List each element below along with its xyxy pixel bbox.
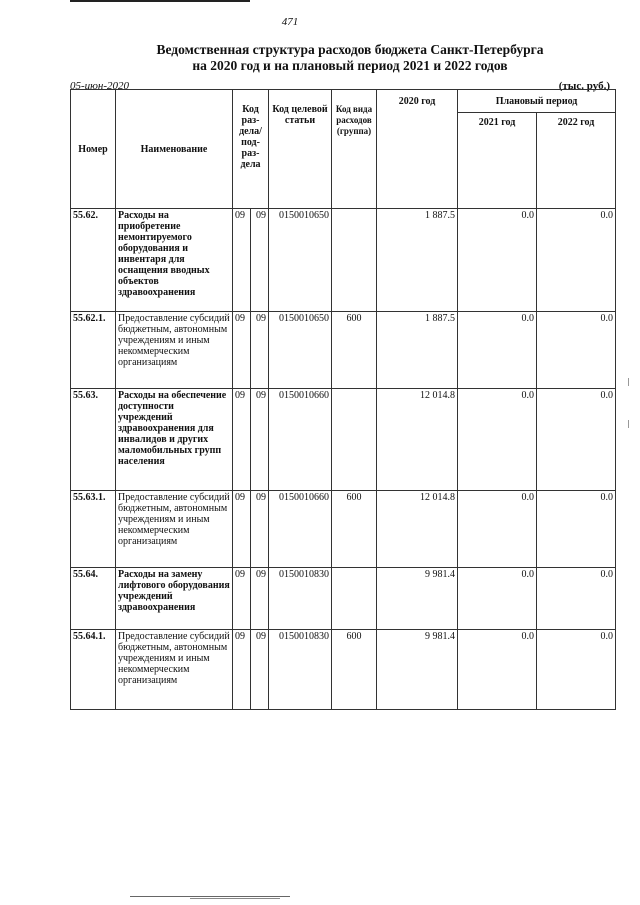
header-planned-period: Плановый период xyxy=(458,90,616,113)
row-2020: 9 981.4 xyxy=(377,630,458,710)
row-number: 55.64. xyxy=(71,568,116,630)
row-name: Предоставление субсидий бюджетным, автономным учреждениям и иным некоммерческим организациям xyxy=(116,630,233,710)
row-subsection: 09 xyxy=(251,568,269,630)
header-number: Номер xyxy=(71,90,116,209)
row-section: 09 xyxy=(233,209,251,312)
row-target-code: 0150010830 xyxy=(269,630,332,710)
table-row xyxy=(71,568,616,630)
row-name: Расходы на приобретение немонтируемого оборудования и инвентаря для оснащения вводных объектов здравоохранения xyxy=(116,209,233,312)
row-name: Предоставление субсидий бюджетным, автономным учреждениям и иным некоммерческим организациям xyxy=(116,491,233,568)
table-row xyxy=(71,312,616,389)
row-number: 55.64.1. xyxy=(71,630,116,710)
row-2022: 0.0 xyxy=(537,312,616,389)
row-expense-type xyxy=(332,568,377,630)
row-2022: 0.0 xyxy=(537,630,616,710)
footer-rule xyxy=(130,896,290,897)
table-row xyxy=(71,491,616,568)
row-number: 55.63. xyxy=(71,389,116,491)
header-expense-type: Код вида расходов (группа) xyxy=(332,90,377,209)
top-rule xyxy=(70,0,250,2)
row-name: Предоставление субсидий бюджетным, автономным учреждениям и иным некоммерческим организациям xyxy=(116,312,233,389)
scan-mark xyxy=(628,420,629,428)
row-number: 55.62. xyxy=(71,209,116,312)
row-subsection: 09 xyxy=(251,312,269,389)
units-label: (тыс. руб.) xyxy=(558,80,610,92)
page-number: 471 xyxy=(281,16,299,28)
table-row xyxy=(71,630,616,710)
row-expense-type: 600 xyxy=(332,630,377,710)
row-2020: 12 014.8 xyxy=(377,491,458,568)
row-target-code: 0150010660 xyxy=(269,389,332,491)
row-number: 55.63.1. xyxy=(71,491,116,568)
header-2022: 2022 год xyxy=(537,113,616,209)
table-row xyxy=(71,389,616,491)
row-2021: 0.0 xyxy=(458,630,537,710)
row-target-code: 0150010660 xyxy=(269,491,332,568)
row-expense-type: 600 xyxy=(332,491,377,568)
header-2020: 2020 год xyxy=(377,90,458,209)
row-2022: 0.0 xyxy=(537,389,616,491)
row-number: 55.62.1. xyxy=(71,312,116,389)
row-target-code: 0150010830 xyxy=(269,568,332,630)
header-2021: 2021 год xyxy=(458,113,537,209)
row-section: 09 xyxy=(233,630,251,710)
header-target-code: Код целевой статьи xyxy=(269,90,332,209)
row-2021: 0.0 xyxy=(458,389,537,491)
row-2022: 0.0 xyxy=(537,568,616,630)
row-2020: 1 887.5 xyxy=(377,209,458,312)
row-section: 09 xyxy=(233,491,251,568)
row-expense-type xyxy=(332,389,377,491)
row-subsection: 09 xyxy=(251,630,269,710)
row-section: 09 xyxy=(233,312,251,389)
row-target-code: 0150010650 xyxy=(269,209,332,312)
row-section: 09 xyxy=(233,389,251,491)
title-line-1: Ведомственная структура расходов бюджета Санкт-Петербурга xyxy=(156,42,544,57)
row-name: Расходы на обеспечение доступности учреждений здравоохранения для инвалидов и других маломобильных групп населения xyxy=(116,389,233,491)
row-expense-type: 600 xyxy=(332,312,377,389)
row-subsection: 09 xyxy=(251,209,269,312)
row-2020: 1 887.5 xyxy=(377,312,458,389)
row-2020: 12 014.8 xyxy=(377,389,458,491)
row-target-code: 0150010650 xyxy=(269,312,332,389)
row-2022: 0.0 xyxy=(537,491,616,568)
header-section-code: Код раз-дела/ под-раз-дела xyxy=(233,90,269,209)
row-subsection: 09 xyxy=(251,491,269,568)
row-expense-type xyxy=(332,209,377,312)
budget-table xyxy=(70,89,616,710)
row-2021: 0.0 xyxy=(458,209,537,312)
row-2020: 9 981.4 xyxy=(377,568,458,630)
table-row xyxy=(71,209,616,312)
title-line-2: на 2020 год и на плановый период 2021 и 2022 годов xyxy=(192,58,508,73)
scan-mark xyxy=(628,378,629,386)
row-name: Расходы на замену лифтового оборудования учреждений здравоохранения xyxy=(116,568,233,630)
row-2021: 0.0 xyxy=(458,312,537,389)
footer-rule xyxy=(190,898,280,899)
row-section: 09 xyxy=(233,568,251,630)
row-2021: 0.0 xyxy=(458,568,537,630)
document-title xyxy=(60,42,640,74)
document-date: 05-июн-2020 xyxy=(70,80,130,92)
row-2022: 0.0 xyxy=(537,209,616,312)
row-2021: 0.0 xyxy=(458,491,537,568)
header-name: Наименование xyxy=(116,90,233,209)
row-subsection: 09 xyxy=(251,389,269,491)
